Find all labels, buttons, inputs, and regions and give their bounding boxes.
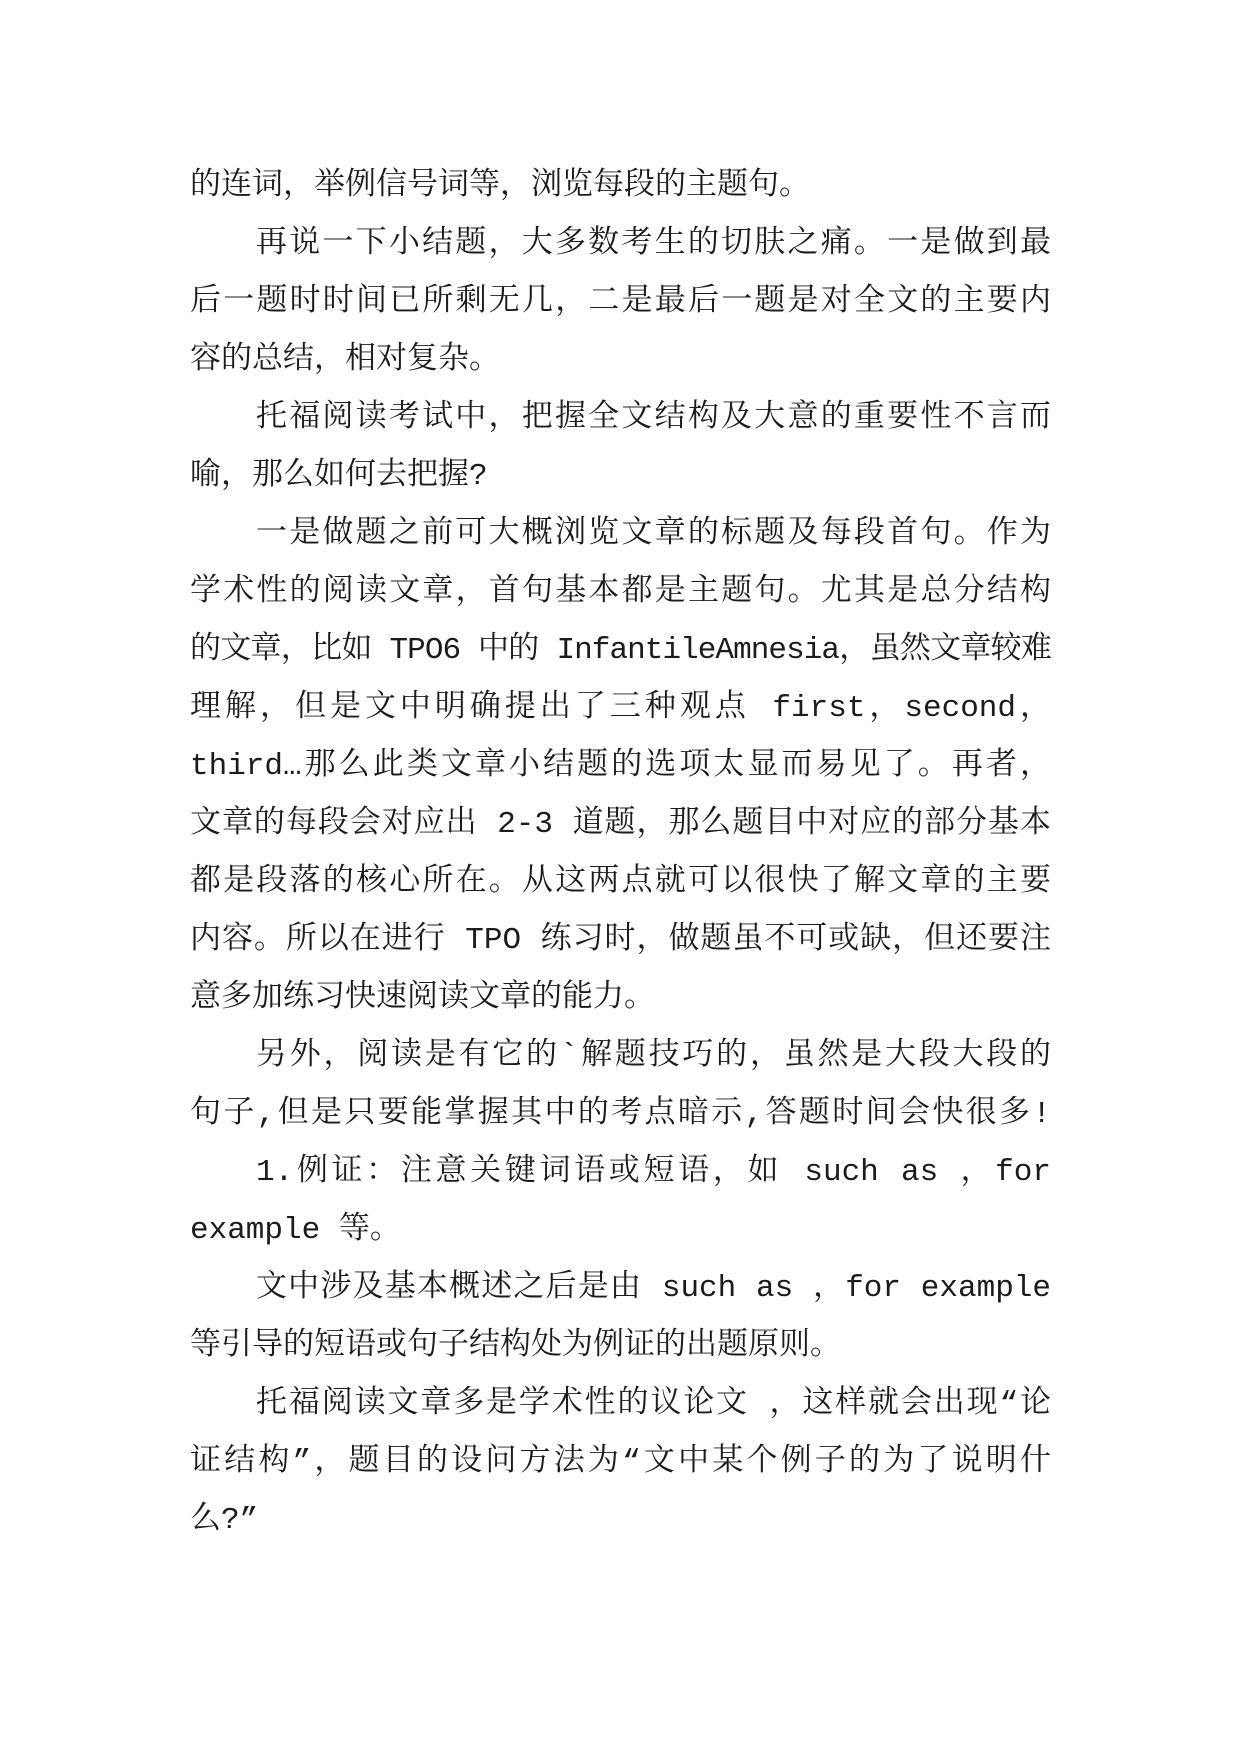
text-line [190,564,1051,622]
paragraph [190,1144,1051,1260]
text-line [190,796,1051,854]
text-line [190,622,1051,680]
text-line [190,738,1051,796]
text-line [190,216,1051,274]
text-line [190,506,1051,564]
text-line [190,854,1051,912]
text-line-content: 一是做题之前可大概浏览文章的标题及每段首句。作为 [256,517,1051,552]
document-body [190,158,1051,1550]
text-line [190,158,1051,216]
text-line-content: 后一题时时间已所剩无几，二是最后一题是对全文的主要内 [190,285,1051,320]
text-line-content: 都是段落的核心所在。从这两点就可以很快了解文章的主要 [190,865,1051,900]
text-line [190,1260,1051,1318]
text-line-content: 等引导的短语或句子结构处为例证的出题原则。 [190,1329,841,1364]
text-line-content: 的文章，比如 TPO6 中的 InfantileAmnesia，虽然文章较难 [190,633,1051,668]
text-line-content: 学术性的阅读文章，首句基本都是主题句。尤其是总分结构 [190,575,1051,610]
paragraph [190,390,1051,506]
text-line [190,1376,1051,1434]
text-line-content: 1.例证：注意关键词语或短语，如 such as ，for [256,1155,1051,1190]
text-line-content: 句子,但是只要能掌握其中的考点暗示,答题时间会快很多! [190,1097,1051,1132]
text-line [190,332,1051,390]
text-line-content: 么?” [190,1503,259,1538]
text-line-content: example 等。 [190,1213,401,1248]
text-line-content: 文章的每段会对应出 2-3 道题，那么题目中对应的部分基本 [190,807,1051,842]
paragraph [190,1028,1051,1144]
text-line-content: third…那么此类文章小结题的选项太显而易见了。再者， [190,749,1051,784]
paragraph [190,1260,1051,1376]
text-line [190,274,1051,332]
text-line-content: 容的总结，相对复杂。 [190,343,500,378]
text-line [190,1318,1051,1376]
paragraph [190,158,1051,216]
text-line-content: 另外，阅读是有它的`解题技巧的，虽然是大段大段的 [256,1039,1051,1074]
text-line [190,1434,1051,1492]
text-line [190,1202,1051,1260]
text-line-content: 内容。所以在进行 TPO 练习时，做题虽不可或缺，但还要注 [190,923,1051,958]
paragraph [190,1376,1051,1550]
paragraph [190,506,1051,1028]
paragraph [190,216,1051,390]
text-line-content: 理解，但是文中明确提出了三种观点 first，second， [190,691,1051,726]
text-line [190,680,1051,738]
text-line-content: 文中涉及基本概述之后是由 such as ，for example [256,1271,1051,1306]
text-line-content: 证结构”，题目的设问方法为“文中某个例子的为了说明什 [190,1445,1051,1480]
text-line [190,1028,1051,1086]
text-line-content: 托福阅读考试中，把握全文结构及大意的重要性不言而 [256,401,1051,436]
text-line-content: 托福阅读文章多是学术性的议论文 ，这样就会出现“论 [256,1387,1051,1422]
text-line-content: 意多加练习快速阅读文章的能力。 [190,981,655,1016]
text-line [190,970,1051,1028]
text-line [190,390,1051,448]
text-line [190,1144,1051,1202]
text-line [190,448,1051,506]
text-line-content: 的连词，举例信号词等，浏览每段的主题句。 [190,169,810,204]
text-line-content: 喻，那么如何去把握? [190,459,488,494]
text-line [190,912,1051,970]
text-line [190,1492,1051,1550]
text-line [190,1086,1051,1144]
text-line-content: 再说一下小结题，大多数考生的切肤之痛。一是做到最 [256,227,1051,262]
